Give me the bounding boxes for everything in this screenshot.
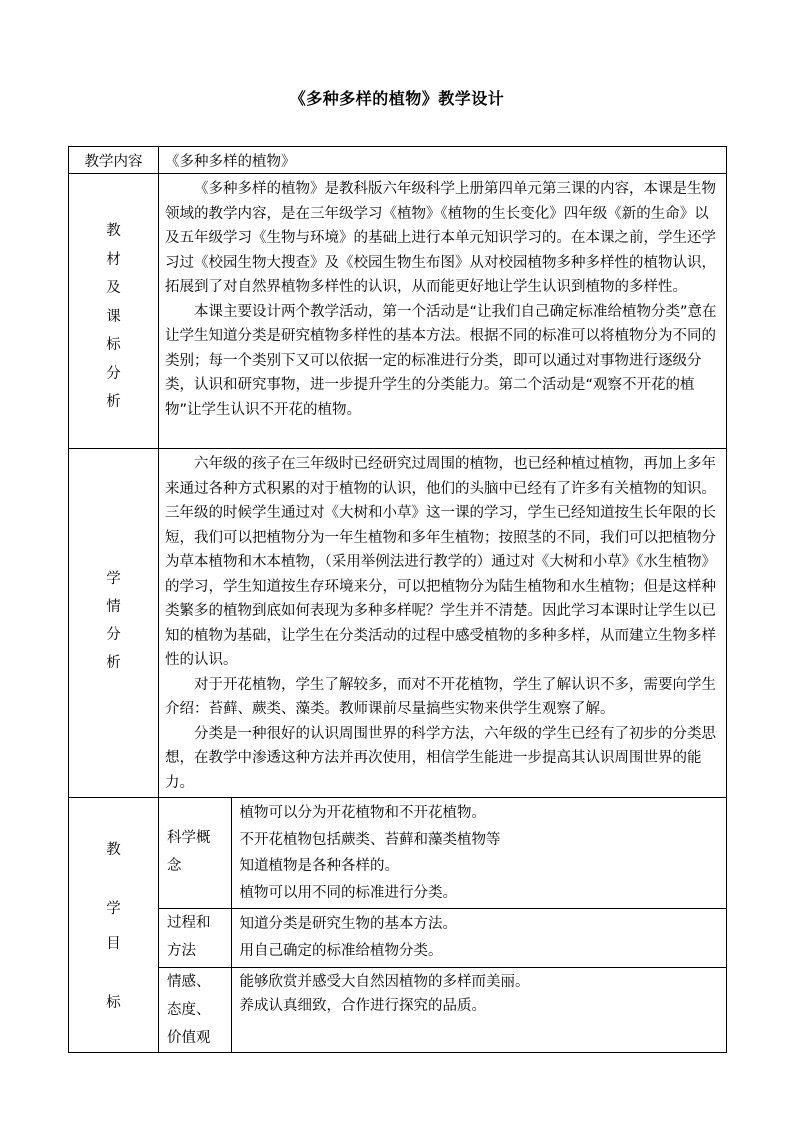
objective-item: 养成认真细致，合作进行探究的品质。 <box>239 998 486 1014</box>
content-row <box>69 147 727 174</box>
objective-items-cell <box>231 909 726 968</box>
objective-category: 科学概念 <box>167 830 211 874</box>
objective-item: 知道植物是各种各样的。 <box>239 858 399 874</box>
student-analysis-label-cell <box>69 449 159 798</box>
objective-item: 知道分类是研究生物的基本方法。 <box>239 916 457 932</box>
label-char: 标 <box>106 995 121 1011</box>
textbook-analysis-label-cell <box>69 174 159 449</box>
content-value-cell <box>159 147 727 174</box>
objective-item: 植物可以分为开花植物和不开花植物。 <box>239 805 486 821</box>
objective-category: 情感、态度、价值观 <box>167 974 211 1046</box>
paragraph: 六年级的孩子在三年级时已经研究过周围的植物，也已经种植过植物，再加上多年来通过各种方式积累的对于植物的认识，他们的头脑中已经有了许多有关植物的知识。三年级的时候学生通过对《大树和小草》这一课的学习，学生已经知道按生长年限的长短，我们可以把植物分为一年生植物和多年生植物；按照茎的不同，我们可以把植物分为草本植物和木本植物，（采用举例法进行教学的）通过对《大树和小草》《水生植物》的学习，学生知道按生存环境来分，可以把植物分为陆生植物和水生植物；但是这样种类繁多的植物到底如何表现为多种多样呢？学生并不清楚。因此学习本课时让学生以已知的植物为基础，让学生在分类活动的过程中感受植物的多种多样，从而建立生物多样性的认识。 <box>165 456 716 668</box>
content-label: 教学内容 <box>84 153 143 170</box>
objective-items <box>232 909 727 967</box>
paragraph: 《多种多样的植物》是教科版六年级科学上册第四单元第三课的内容，本课是生物领域的教学内容，是在三年级学习《植物》《植物的生长变化》四年级《新的生命》以及五年级学习《生物与环境》的基础上进行本单元知识学习的。在本课之前，学生还学习过《校园生物大搜查》及《校园生物生布图》从对校园植物多种多样性的植物认识，拓展到了对自然界植物多样性的认识，从而能更好地让学生认识到植物的多样性。 <box>165 181 716 295</box>
objectives-content-cell <box>159 798 727 1053</box>
content-value: 《多种多样的植物》 <box>165 153 296 170</box>
objectives-label <box>69 798 158 1012</box>
student-analysis-content <box>159 449 726 797</box>
student-analysis-content-cell <box>159 449 727 798</box>
objectives-row <box>69 798 727 1053</box>
student-analysis-row <box>69 449 727 798</box>
objective-row-concepts <box>159 798 726 909</box>
label-char: 分 <box>106 365 121 382</box>
label-char: 分 <box>106 627 121 643</box>
paragraph: 本课主要设计两个教学活动，第一个活动是“让我们自己确定标准给植物分类”意在让学生知道分类是研究植物多样性的基本方法。根据不同的标准可以将植物分为不同的类别；每一个类别下又可以依据一定的标准进行分类，即可以通过对事物进行逐级分类，认识和研究事物，进一步提升学生的分类能力。第二个活动是“观察不开花的植物”让学生认识不开花的植物。 <box>165 303 717 418</box>
paragraph: 分类是一种很好的认识周围世界的科学方法，六年级的学生已经有了初步的分类思想，在教学中渗透这种方法并再次使用，相信学生能进一步提高其认识周围世界的能力。 <box>165 725 716 791</box>
objective-row-attitude <box>159 968 726 1053</box>
label-char: 学 <box>106 571 121 587</box>
textbook-analysis-content <box>159 174 726 424</box>
label-char: 目 <box>106 936 121 952</box>
label-char: 教 <box>106 223 121 239</box>
objective-items <box>232 968 727 1020</box>
page-title: 《多种多样的植物》教学设计 <box>289 89 505 108</box>
objective-item: 用自己确定的标准给植物分类。 <box>239 943 443 959</box>
objective-row-process <box>159 909 726 968</box>
textbook-analysis-row <box>69 174 727 449</box>
objective-item: 能够欣赏并感受大自然因植物的多样而美丽。 <box>239 974 530 990</box>
objective-category: 过程和方法 <box>167 915 211 959</box>
label-char: 课 <box>106 308 121 325</box>
label-char: 教 <box>106 842 121 858</box>
student-analysis-label <box>69 449 158 677</box>
objective-item: 不开花植物包括蕨类、苔藓和藻类植物等 <box>239 831 501 848</box>
paragraph: 对于开花植物，学生了解较多，而对不开花植物，学生了解认识不多，需要向学生介绍：苔藓、蕨类、藻类。教师课前尽量搞些实物来供学生观察了解。 <box>165 676 716 717</box>
textbook-analysis-content-cell <box>159 174 727 449</box>
objective-items <box>232 798 727 908</box>
lesson-design-table <box>68 146 727 1053</box>
textbook-analysis-label <box>69 174 158 417</box>
content-label-cell <box>69 147 159 174</box>
objective-item: 植物可以用不同的标准进行分类。 <box>239 884 457 901</box>
objective-category-cell <box>159 798 231 909</box>
label-char: 学 <box>106 901 121 917</box>
label-char: 及 <box>106 280 121 296</box>
objective-category-cell <box>159 968 231 1053</box>
label-char: 析 <box>106 655 121 671</box>
label-char: 材 <box>106 251 121 268</box>
objectives-label-cell <box>69 798 159 1053</box>
objective-category-cell <box>159 909 231 968</box>
label-char: 标 <box>106 337 121 353</box>
objective-items-cell <box>231 798 726 909</box>
label-char: 析 <box>106 394 121 410</box>
label-char: 情 <box>106 599 121 615</box>
objective-items-cell <box>231 968 726 1053</box>
objectives-table <box>159 798 726 1052</box>
